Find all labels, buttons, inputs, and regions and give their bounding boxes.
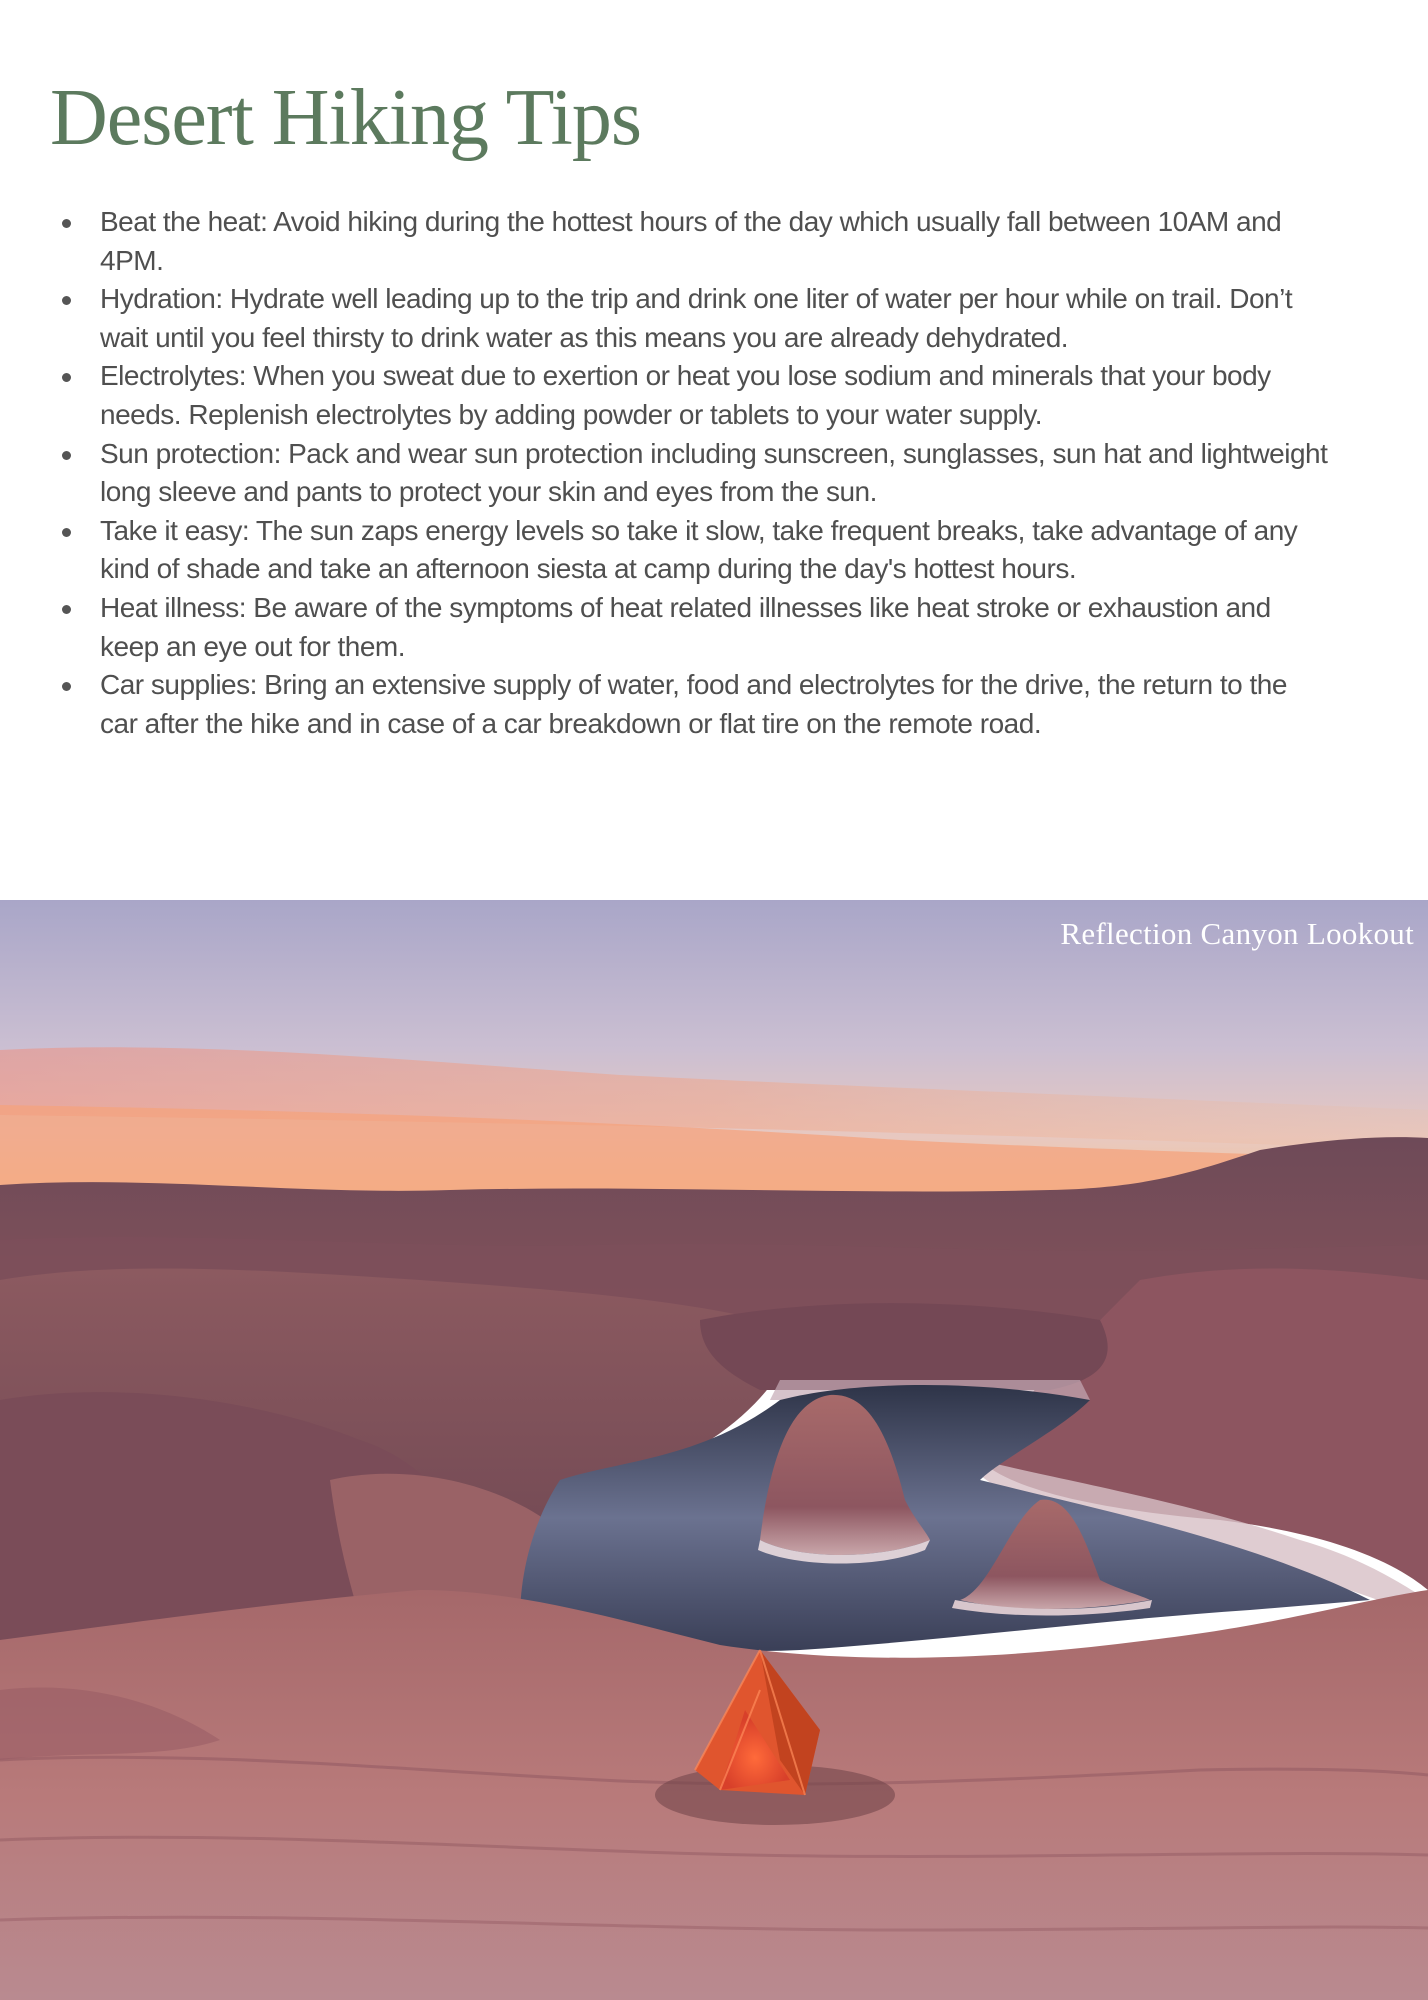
tip-item (100, 357, 1330, 434)
page-title: Desert Hiking Tips (50, 74, 641, 162)
tip-item (100, 512, 1330, 589)
tip-item (100, 589, 1330, 666)
bullet-icon (62, 373, 71, 382)
bullet-icon (62, 605, 71, 614)
tip-text: Sun protection: Pack and wear sun protection including sunscreen, sunglasses, sun hat and lightweight long sleeve and pants to protect your skin and eyes from the sun. (100, 437, 1328, 508)
tip-text: Heat illness: Be aware of the symptoms of heat related illnesses like heat stroke or exhaustion and keep an eye out for them. (100, 591, 1271, 662)
bullet-icon (62, 528, 71, 537)
bullet-icon (62, 296, 71, 305)
tip-text: Take it easy: The sun zaps energy levels so take it slow, take frequent breaks, take advantage of any kind of shade and take an afternoon siesta at camp during the day's hottest hours. (100, 514, 1298, 585)
bullet-icon (62, 219, 71, 228)
back-canyon-wall (700, 1303, 1108, 1390)
tip-item (100, 435, 1330, 512)
photo-caption: Reflection Canyon Lookout (1060, 916, 1414, 951)
tip-text: Electrolytes: When you sweat due to exertion or heat you lose sodium and minerals that your body needs. Replenish electrolytes by adding powder or tablets to your water supply. (100, 360, 1271, 430)
tip-item (100, 666, 1330, 743)
tip-item (100, 203, 1330, 280)
canyon-landscape-illustration (0, 900, 1428, 2000)
tip-text: Hydration: Hydrate well leading up to the trip and drink one liter of water per hour while on trail. Don’t wait until you feel thirsty to drink water as this means you are already dehydrated. (100, 283, 1293, 353)
bullet-icon (62, 451, 71, 460)
tip-text: Beat the heat: Avoid hiking during the hottest hours of the day which usually fall between 10AM and 4PM. (100, 206, 1282, 276)
tip-item (100, 280, 1330, 357)
bullet-icon (62, 682, 71, 691)
canyon-photo (0, 900, 1428, 2000)
tip-text: Car supplies: Bring an extensive supply of water, food and electrolytes for the drive, the return to the car after the hike and in case of a car breakdown or flat tire on the remote road. (100, 669, 1287, 739)
tips-list (100, 203, 1330, 743)
